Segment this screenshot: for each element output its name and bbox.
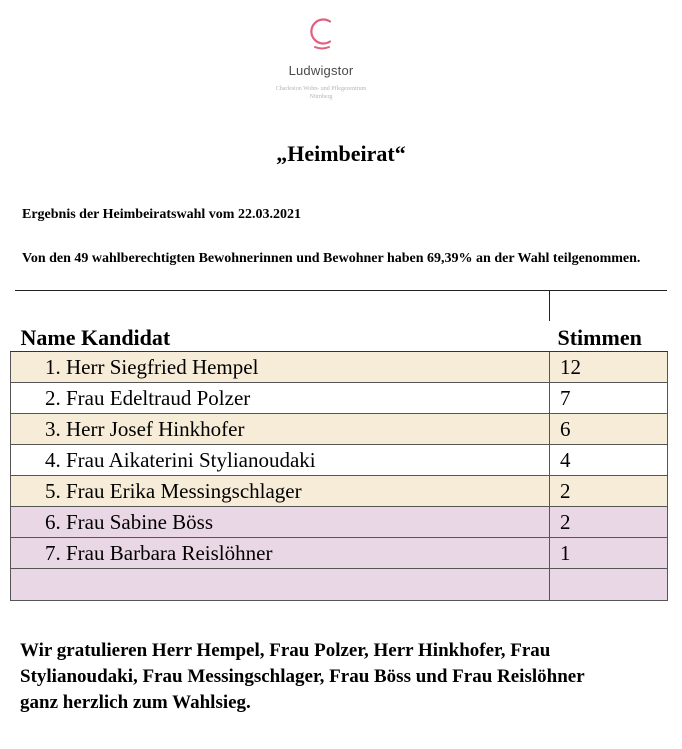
candidate-votes: 7 <box>550 383 668 414</box>
empty-cell <box>11 569 550 601</box>
table-row <box>11 445 668 476</box>
congratulations-text: Wir gratulieren Herr Hempel, Frau Polzer, Herr Hinkhofer, Frau Stylianoudaki, Frau Messingschlager, Frau Böss und Frau Reislöhner ganz herzlich zum Wahlsieg. <box>20 640 585 713</box>
candidate-votes: 4 <box>550 445 668 476</box>
logo-name: Ludwigstor <box>288 63 354 78</box>
candidate-name: 6. Frau Sabine Böss <box>11 507 550 538</box>
table-row <box>11 538 668 569</box>
candidate-name: 1. Herr Siegfried Hempel <box>11 352 550 383</box>
table-row-empty <box>11 569 668 601</box>
candidate-votes: 12 <box>550 352 668 383</box>
table-header-row <box>11 321 668 352</box>
header-name: Name Kandidat <box>11 321 550 352</box>
empty-cell <box>550 569 668 601</box>
table-row <box>11 507 668 538</box>
table-row <box>11 476 668 507</box>
result-heading: Ergebnis der Heimbeiratswahl vom 22.03.2021 <box>22 207 301 222</box>
candidate-name: 7. Frau Barbara Reislöhner <box>11 538 550 569</box>
table-top-rule <box>15 290 667 291</box>
candidate-votes: 2 <box>550 476 668 507</box>
candidate-name: 5. Frau Erika Messingschlager <box>11 476 550 507</box>
logo-subtitle <box>230 85 412 101</box>
logo-subtitle-line1: Charleston Wohn- und Pflegezentrum <box>275 86 367 92</box>
table-row <box>11 383 668 414</box>
candidate-name: 3. Herr Josef Hinkhofer <box>11 414 550 445</box>
table-row <box>11 352 668 383</box>
logo-subtitle-line2: Nürnberg <box>309 94 333 100</box>
candidate-name: 2. Frau Edeltraud Polzer <box>11 383 550 414</box>
page-title: „Heimbeirat“ <box>276 141 406 166</box>
participation-text: Von den 49 wahlberechtigten Bewohnerinnen und Bewohner haben 69,39% an der Wahl teilgenommen. <box>22 251 641 266</box>
c-shaped-brand-icon <box>306 16 338 50</box>
candidate-votes: 1 <box>550 538 668 569</box>
results-table <box>10 321 668 601</box>
table-row <box>11 414 668 445</box>
candidate-votes: 6 <box>550 414 668 445</box>
table-column-divider <box>549 290 550 321</box>
candidate-votes: 2 <box>550 507 668 538</box>
candidate-name: 4. Frau Aikaterini Stylianoudaki <box>11 445 550 476</box>
header-votes: Stimmen <box>550 321 668 352</box>
